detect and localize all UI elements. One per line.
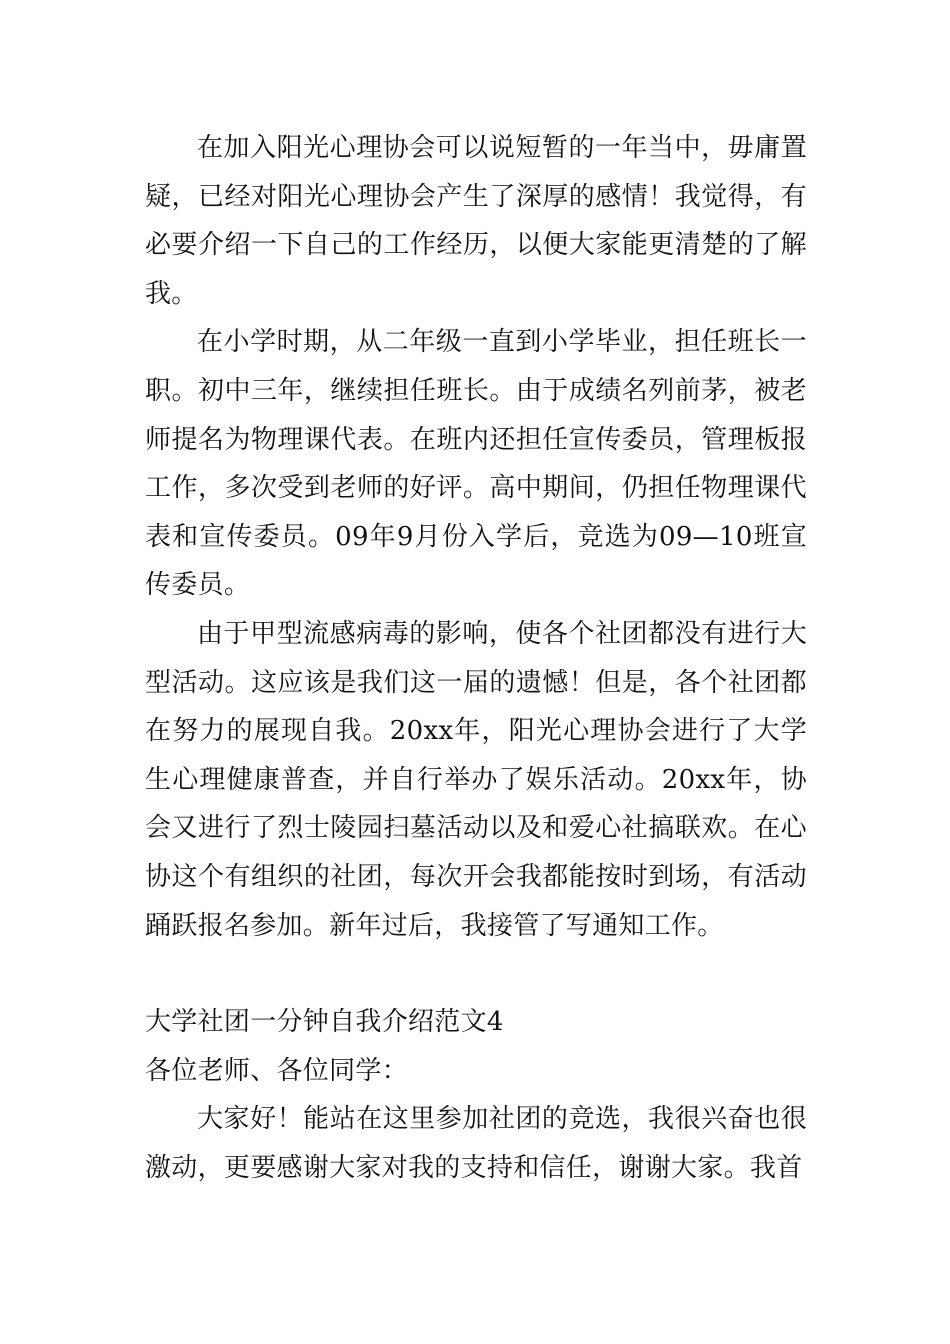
document-page	[145, 124, 807, 1192]
body-paragraph-2: 在小学时期，从二年级一直到小学毕业，担任班长一职。初中三年，继续担任班长。由于成绩名列前茅，被老师提名为物理课代表。在班内还担任宣传委员，管理板报工作，多次受到老师的好评。高中期间，仍担任物理课代表和宣传委员。09年9月份入学后，竞选为09—10班宣传委员。	[145, 327, 807, 601]
section-title: 大学社团一分钟自我介绍范文4	[145, 1007, 504, 1038]
body-paragraph-3: 由于甲型流感病毒的影响，使各个社团都没有进行大型活动。这应该是我们这一届的遗憾！但是，各个社团都在努力的展现自我。20xx年，阳光心理协会进行了大学生心理健康普查，并自行举办了娱乐活动。20xx年，协会又进行了烈士陵园扫墓活动以及和爱心社搞联欢。在心协这个有组织的社团，每次开会我都能按时到场，有活动踊跃报名参加。新年过后，我接管了写通知工作。	[145, 618, 807, 941]
salutation: 各位老师、各位同学：	[145, 1055, 409, 1086]
body-paragraph-4: 大家好！能站在这里参加社团的竞选，我很兴奋也很激动，更要感谢大家对我的支持和信任，谢谢大家。我首	[145, 1104, 807, 1183]
body-paragraph-1: 在加入阳光心理协会可以说短暂的一年当中，毋庸置疑，已经对阳光心理协会产生了深厚的感情！我觉得，有必要介绍一下自己的工作经历，以便大家能更清楚的了解我。	[145, 133, 807, 309]
